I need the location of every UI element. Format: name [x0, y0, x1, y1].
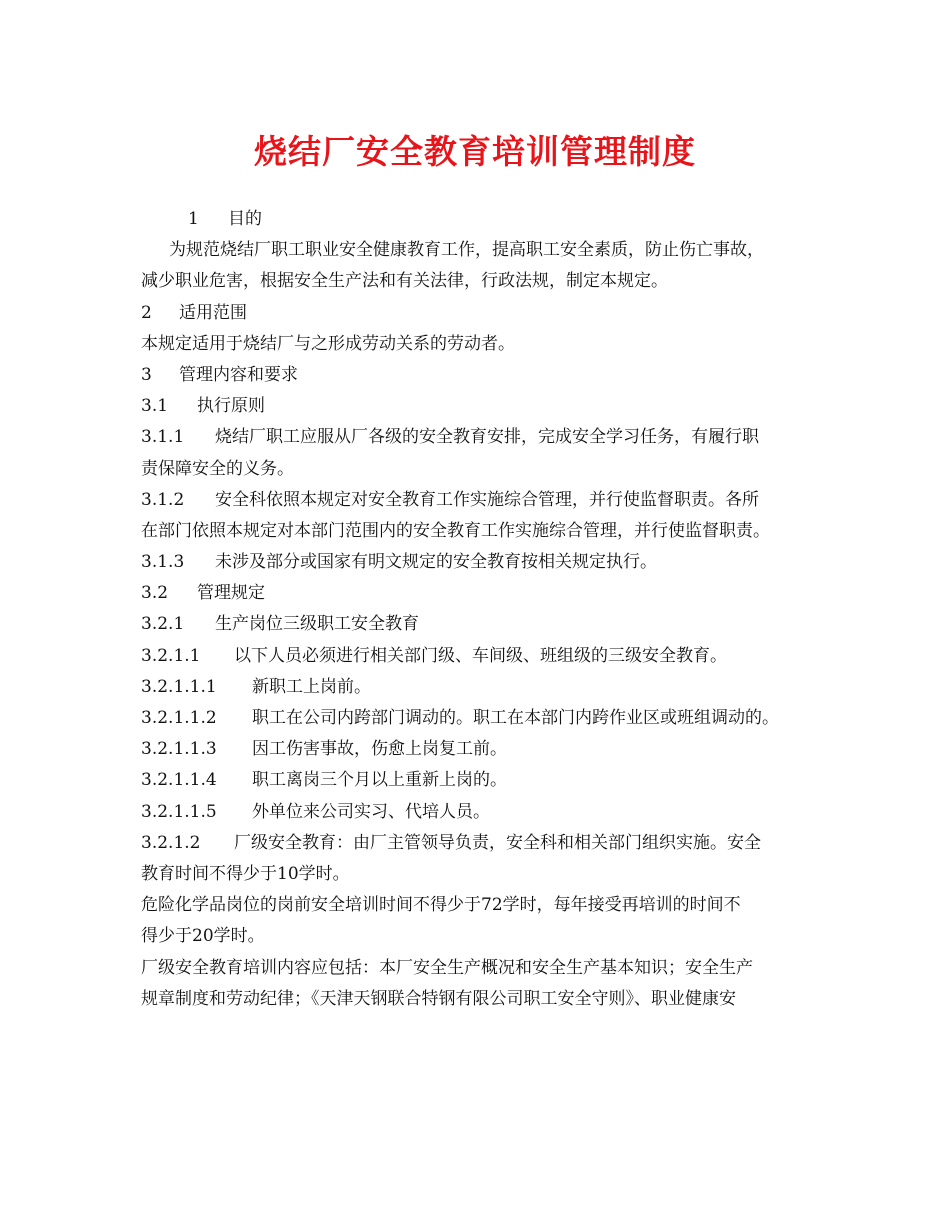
section-title: 管理内容和要求	[179, 364, 298, 385]
document-body	[141, 204, 821, 1015]
clause-line	[141, 672, 821, 703]
paragraph-line	[141, 984, 821, 1015]
clause-line	[141, 734, 821, 765]
paragraph-text: 减少职业危害，根据安全生产法和有关法律，行政法规，制定本规定。	[141, 271, 668, 292]
paragraph-line	[141, 859, 821, 890]
clause-number: 3.1.1	[141, 427, 185, 448]
clause-number: 3.2.1.1.4	[141, 770, 217, 791]
clause-text: 安全科依照本规定对安全教育工作实施综合管理，并行使监督职责。各所	[215, 489, 759, 510]
clause-line	[141, 797, 821, 828]
paragraph-line	[141, 890, 821, 921]
paragraph-line	[141, 454, 821, 485]
clause-text: 职工离岗三个月以上重新上岗的。	[252, 770, 507, 791]
clause-number: 3.2.1.1.5	[141, 801, 217, 822]
paragraph-text: 厂级安全教育培训内容应包括：本厂安全生产概况和安全生产基本知识；安全生产	[141, 957, 753, 978]
clause-line	[141, 391, 821, 422]
clause-text: 职工在公司内跨部门调动的。职工在本部门内跨作业区或班组调动的。	[252, 708, 779, 728]
section-title: 目的	[228, 209, 262, 229]
clause-number: 3.2.1.2	[141, 832, 201, 853]
document-title: 烧结厂安全教育培训管理制度	[254, 132, 696, 171]
paragraph-text: 教育时间不得少于10学时。	[141, 863, 350, 884]
clause-number: 3.1	[141, 396, 169, 417]
clause-text: 烧结厂职工应服从厂各级的安全教育安排，完成安全学习任务，有履行职	[215, 427, 759, 448]
clause-text: 厂级安全教育：由厂主管领导负责，安全科和相关部门组织实施。安全	[234, 832, 761, 853]
paragraph-text: 为规范烧结厂职工职业安全健康教育工作，提高职工安全素质，防止伤亡事故，	[169, 240, 764, 261]
clause-line	[141, 703, 821, 734]
paragraph-line	[141, 921, 821, 952]
clause-text: 外单位来公司实习、代培人员。	[252, 801, 490, 822]
paragraph-text: 危险化学品岗位的岗前安全培训时间不得少于72学时，每年接受再培训的时间不	[141, 895, 741, 916]
section-heading	[141, 298, 821, 329]
clause-text: 执行原则	[197, 396, 265, 417]
section-heading	[141, 204, 821, 235]
paragraph-line	[141, 235, 821, 266]
clause-number: 3.2.1.1.3	[141, 739, 217, 760]
paragraph-text: 在部门依照本规定对本部门范围内的安全教育工作实施综合管理，并行使监督职责。	[141, 520, 770, 541]
section-heading	[141, 360, 821, 391]
paragraph-text: 责保障安全的义务。	[141, 458, 294, 479]
section-title: 适用范围	[179, 302, 247, 323]
clause-line	[141, 609, 821, 640]
clause-text: 以下人员必须进行相关部门级、车间级、班组级的三级安全教育。	[234, 645, 727, 666]
clause-line	[141, 547, 821, 578]
clause-text: 生产岗位三级职工安全教育	[215, 614, 419, 635]
paragraph-text: 得少于20学时。	[141, 926, 265, 947]
paragraph-text: 本规定适用于烧结厂与之形成劳动关系的劳动者。	[141, 333, 515, 354]
clause-text: 管理规定	[197, 583, 265, 604]
clause-number: 3.2.1.1.1	[141, 676, 217, 697]
clause-line	[141, 641, 821, 672]
clause-number: 3.2.1	[141, 614, 185, 635]
clause-number: 3.2.1.1.2	[141, 708, 217, 728]
clause-line	[141, 578, 821, 609]
clause-number: 3.2.1.1	[141, 645, 201, 666]
clause-number: 3.1.3	[141, 552, 185, 573]
clause-line	[141, 422, 821, 453]
section-number: 1	[188, 209, 199, 229]
paragraph-text: 规章制度和劳动纪律；《天津天钢联合特钢有限公司职工安全守则》、职业健康安	[141, 988, 736, 1009]
paragraph-line	[141, 516, 821, 547]
clause-text: 未涉及部分或国家有明文规定的安全教育按相关规定执行。	[215, 552, 657, 573]
paragraph-line	[141, 953, 821, 984]
section-number: 2	[141, 302, 152, 323]
clause-number: 3.2	[141, 583, 169, 604]
clause-line	[141, 765, 821, 796]
section-number: 3	[141, 364, 152, 385]
clause-number: 3.1.2	[141, 489, 185, 510]
paragraph-line	[141, 329, 821, 360]
clause-line	[141, 485, 821, 516]
paragraph-line	[141, 266, 821, 297]
clause-line	[141, 828, 821, 859]
clause-text: 新职工上岗前。	[252, 676, 371, 697]
clause-text: 因工伤害事故，伤愈上岗复工前。	[252, 739, 507, 760]
